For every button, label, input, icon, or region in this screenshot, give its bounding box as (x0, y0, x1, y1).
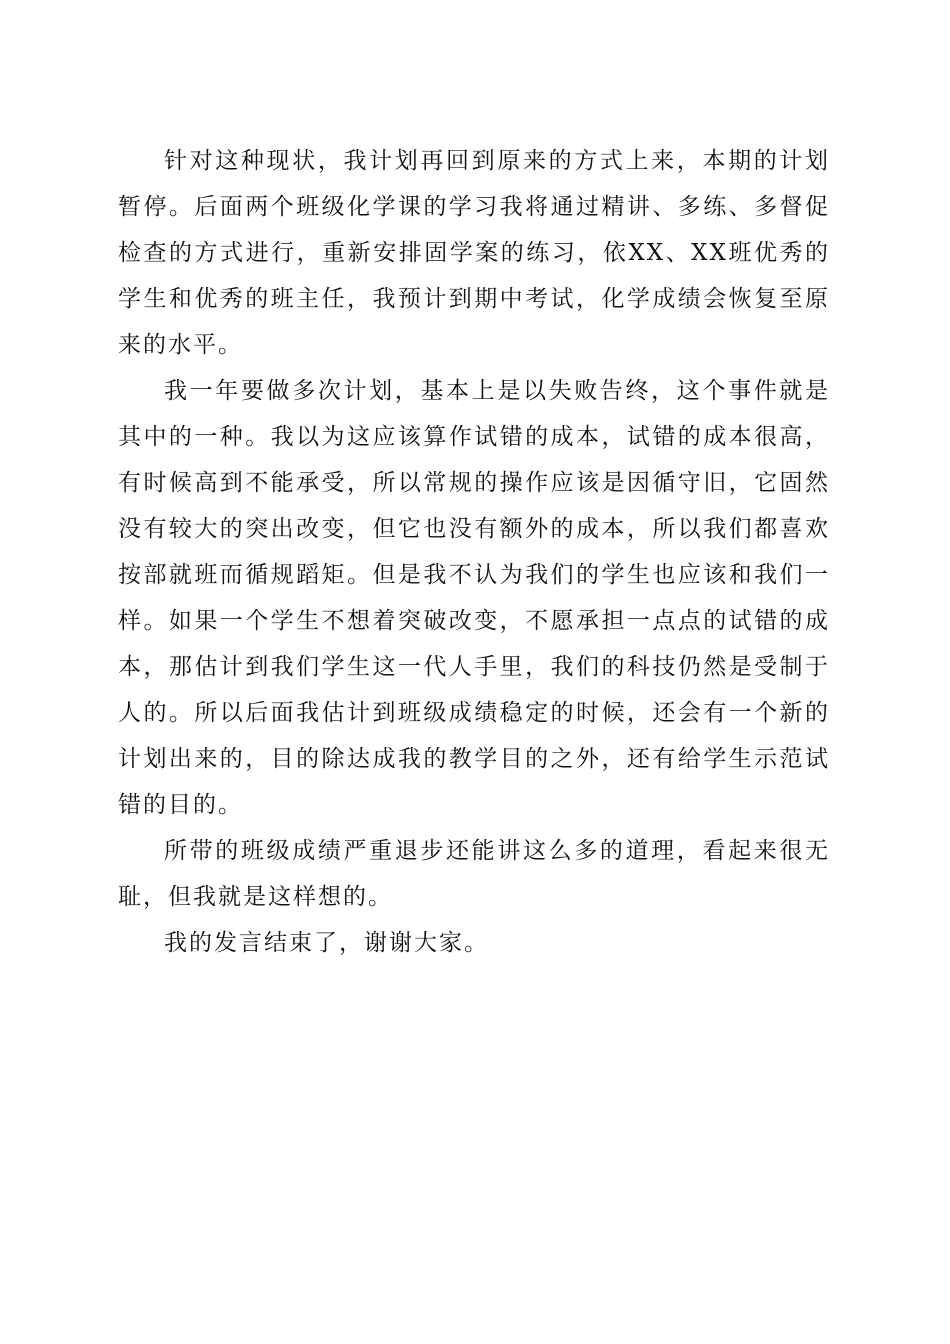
paragraph-3: 所带的班级成绩严重退步还能讲这么多的道理，看起来很无耻，但我就是这样想的。 (118, 838, 830, 910)
paragraph-1: 针对这种现状，我计划再回到原来的方式上来，本期的计划暂停。后面两个班级化学课的学习我将通过精讲、多练、多督促检查的方式进行，重新安排固学案的练习，依XX、XX班优秀的学生和优秀的班主任，我预计到期中考试，化学成绩会恢复至原来的水平。 (118, 148, 830, 358)
paragraph-4: 我的发言结束了，谢谢大家。 (164, 930, 489, 956)
paragraph-2: 我一年要做多次计划，基本上是以失败告终，这个事件就是其中的一种。我以为这应该算作试错的成本，试错的成本很高，有时候高到不能承受，所以常规的操作应该是因循守旧，它固然没有较大的突出改变，但它也没有额外的成本，所以我们都喜欢按部就班而循规蹈矩。但是我不认为我们的学生也应该和我们一样。如果一个学生不想着突破改变，不愿承担一点点的试错的成本，那估计到我们学生这一代人手里，我们的科技仍然是受制于人的。所以后面我估计到班级成绩稳定的时候，还会有一个新的计划出来的，目的除达成我的教学目的之外，还有给学生示范试错的目的。 (118, 378, 830, 818)
document-body (118, 138, 830, 966)
